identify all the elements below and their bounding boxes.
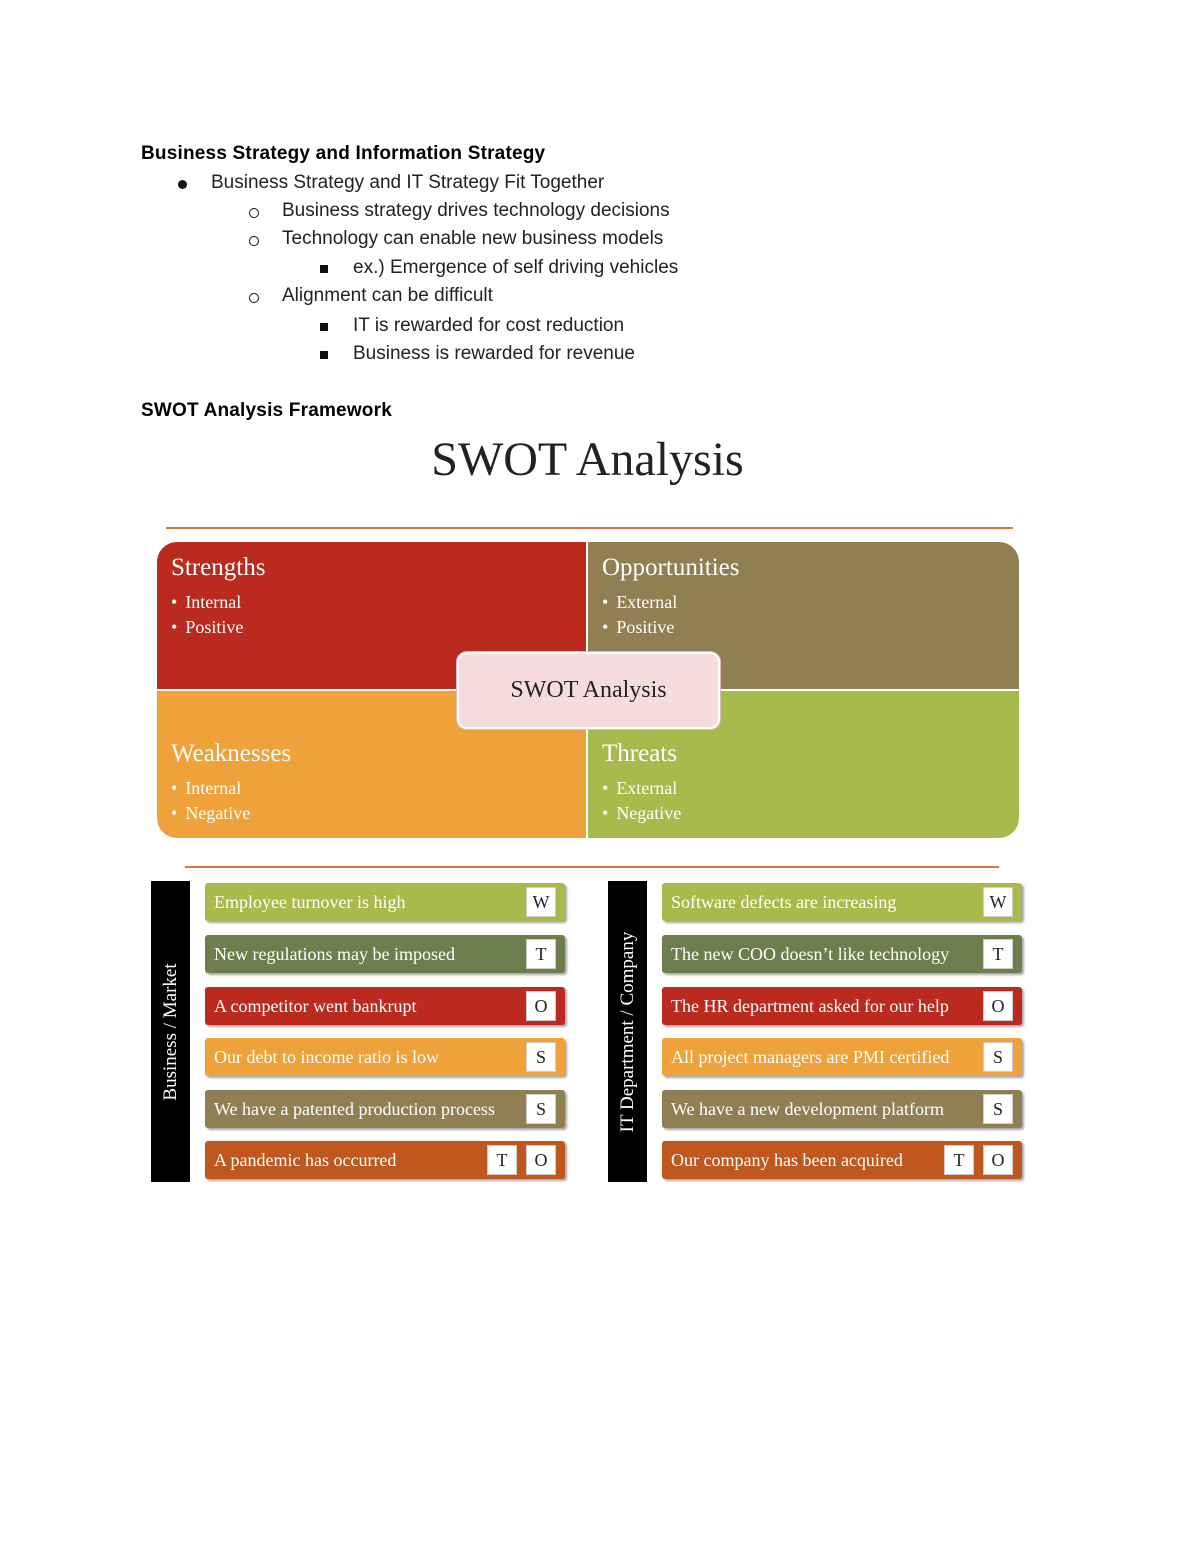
quadrant-bullet: • Internal — [171, 776, 250, 801]
swot-tag-box: W — [983, 887, 1013, 917]
bullet-ring-icon — [249, 208, 259, 218]
divider — [166, 527, 1013, 529]
swot-tag-box: T — [983, 939, 1013, 969]
swot-tag-box: O — [983, 991, 1013, 1021]
bullet-ring-icon — [249, 236, 259, 246]
swot-tag-box: O — [526, 1145, 556, 1175]
divider — [185, 866, 999, 868]
quadrant-title: Weaknesses — [171, 740, 292, 767]
example-row-text: Our company has been acquired — [671, 1150, 903, 1170]
bullet-ring-icon — [249, 293, 259, 303]
example-row — [205, 1141, 565, 1179]
quadrant-bullet: • Positive — [171, 615, 243, 640]
quadrant-bullets — [171, 590, 243, 640]
list-item: Business Strategy and IT Strategy Fit Together — [211, 172, 605, 193]
example-row-text: New regulations may be imposed — [214, 944, 455, 964]
example-row — [205, 935, 565, 973]
category-label-text: Business / Market — [159, 962, 181, 1101]
list-item: IT is rewarded for cost reduction — [353, 315, 625, 336]
quadrant-bullet: • Negative — [171, 801, 250, 826]
example-row — [662, 1141, 1022, 1179]
example-row — [205, 987, 565, 1025]
bullet-square-icon — [320, 265, 328, 273]
bullet-square-icon — [320, 323, 328, 331]
quadrant-bullet: • Negative — [602, 801, 681, 826]
example-row — [662, 883, 1022, 921]
example-row — [205, 1090, 565, 1128]
list-item: Business is rewarded for revenue — [353, 343, 635, 364]
swot-tag-box: S — [526, 1094, 556, 1124]
example-row — [662, 987, 1022, 1025]
example-row-text: We have a patented production process — [214, 1099, 495, 1119]
example-row — [662, 1090, 1022, 1128]
left-category-label — [151, 881, 190, 1182]
example-row-text: Software defects are increasing — [671, 892, 897, 912]
list-item: Alignment can be difficult — [282, 285, 493, 306]
quadrant-bullets — [171, 776, 250, 826]
swot-tag-box: W — [526, 887, 556, 917]
quadrant-title: Threats — [602, 740, 677, 767]
list-item: Business strategy drives technology decisions — [282, 200, 670, 221]
swot-tag-box: S — [983, 1094, 1013, 1124]
example-row-text: Our debt to income ratio is low — [214, 1047, 439, 1067]
example-row-text: A competitor went bankrupt — [214, 996, 417, 1016]
quadrant-bullets — [602, 776, 681, 826]
quadrant-bullet: • Internal — [171, 590, 243, 615]
example-row — [662, 935, 1022, 973]
section-heading-swot: SWOT Analysis Framework — [141, 400, 392, 421]
list-item: ex.) Emergence of self driving vehicles — [353, 257, 679, 278]
swot-tag-box: O — [526, 991, 556, 1021]
example-row-text: We have a new development platform — [671, 1099, 944, 1119]
example-row — [205, 1038, 565, 1076]
bullet-dot-icon — [178, 180, 187, 189]
example-row-text: The new COO doesn’t like technology — [671, 944, 950, 964]
quadrant-bullet: • External — [602, 590, 677, 615]
example-row — [205, 883, 565, 921]
quadrant-bullet: • Positive — [602, 615, 677, 640]
swot-tag-box: O — [983, 1145, 1013, 1175]
category-label-text: IT Department / Company — [616, 931, 638, 1132]
example-row — [662, 1038, 1022, 1076]
right-category-label — [608, 881, 647, 1182]
quadrant-title: Strengths — [171, 554, 266, 581]
section-heading-business-strategy: Business Strategy and Information Strategy — [141, 143, 546, 164]
bullet-square-icon — [320, 351, 328, 359]
swot-tag-box: S — [983, 1042, 1013, 1072]
swot-center-label: SWOT Analysis — [457, 652, 720, 729]
swot-tag-box: S — [526, 1042, 556, 1072]
swot-tag-box: T — [944, 1145, 974, 1175]
example-row-text: The HR department asked for our help — [671, 996, 949, 1016]
example-row-text: A pandemic has occurred — [214, 1150, 397, 1170]
list-item: Technology can enable new business models — [282, 228, 664, 249]
swot-tag-box: T — [526, 939, 556, 969]
quadrant-title: Opportunities — [602, 554, 740, 581]
example-row-text: All project managers are PMI certified — [671, 1047, 950, 1067]
quadrant-bullets — [602, 590, 677, 640]
quadrant-bullet: • External — [602, 776, 681, 801]
example-row-text: Employee turnover is high — [214, 892, 406, 912]
swot-title: SWOT Analysis — [431, 433, 744, 486]
swot-tag-box: T — [487, 1145, 517, 1175]
